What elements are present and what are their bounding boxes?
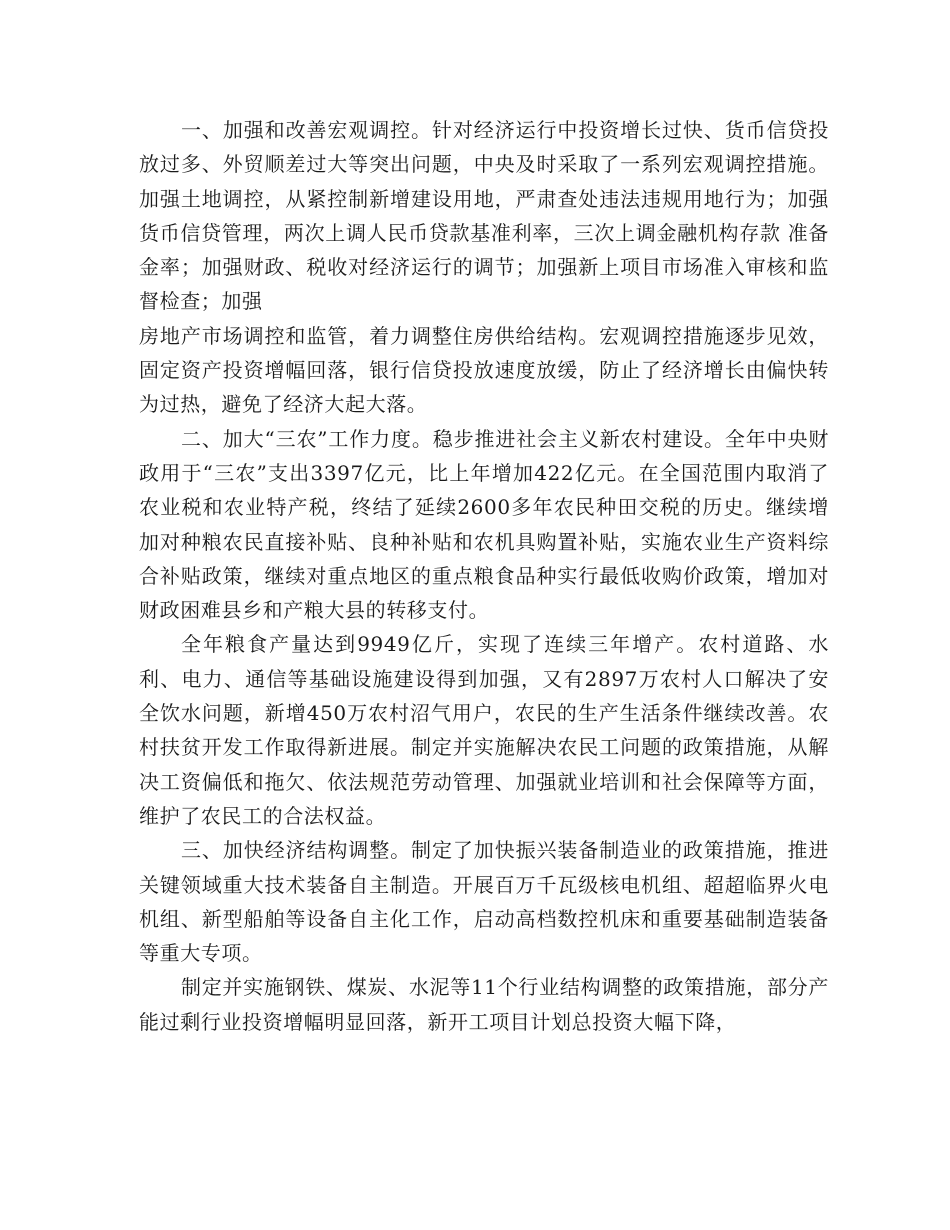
paragraph-grain-output: 全年粮食产量达到9949亿斤，实现了连续三年增产。农村道路、水利、电力、通信等基础设施建设得到加强，又有2897万农村人口解决了安全饮水问题，新增450万农村沼气用户，农民的生产生活条件继续改善。农村扶贫开发工作取得新进展。制定并实施解决农民工问题的政策措施，从解决工资偏低和拖欠、依法规范劳动管理、加强就业培训和社会保障等方面，维护了农民工的合法权益。 bbox=[139, 632, 829, 828]
document-body bbox=[139, 113, 829, 1039]
paragraph-macro-control: 一、加强和改善宏观调控。针对经济运行中投资增长过快、货币信贷投放过多、外贸顺差过大等突出问题，中央及时采取了一系列宏观调控措施。加强土地调控，从紧控制新增建设用地，严肃查处违法违规用地行为；加强货币信贷管理，两次上调人民币贷款基准利率，三次上调金融机构存款 准备金率；加强财政、税收对经济运行的调节；加强新上项目市场准入审核和监督检查；加强 bbox=[139, 118, 829, 314]
paragraph-industry-policy: 制定并实施钢铁、煤炭、水泥等11个行业结构调整的政策措施，部分产能过剩行业投资增幅明显回落，新开工项目计划总投资大幅下降， bbox=[139, 975, 829, 1034]
paragraph-real-estate: 房地产市场调控和监管，着力调整住房供给结构。宏观调控措施逐步见效，固定资产投资增幅回落，银行信贷投放速度放缓，防止了经济增长由偏快转为过热，避免了经济大起大落。 bbox=[139, 323, 829, 417]
paragraph-economic-structure: 三、加快经济结构调整。制定了加快振兴装备制造业的政策措施，推进关键领域重大技术装备自主制造。开展百万千瓦级核电机组、超超临界火电机组、新型船舶等设备自主化工作，启动高档数控机床和重要基础制造装备等重大专项。 bbox=[139, 838, 829, 966]
paragraph-three-rural: 二、加大“三农”工作力度。稳步推进社会主义新农村建设。全年中央财政用于“三农”支出3397亿元，比上年增加422亿元。在全国范围内取消了农业税和农业特产税，终结了延续2600多年农民种田交税的历史。继续增加对种粮农民直接补贴、良种补贴和农机具购置补贴，实施农业生产资料综合补贴政策，继续对重点地区的重点粮食品种实行最低收购价政策，增加对财政困难县乡和产粮大县的转移支付。 bbox=[139, 426, 829, 623]
